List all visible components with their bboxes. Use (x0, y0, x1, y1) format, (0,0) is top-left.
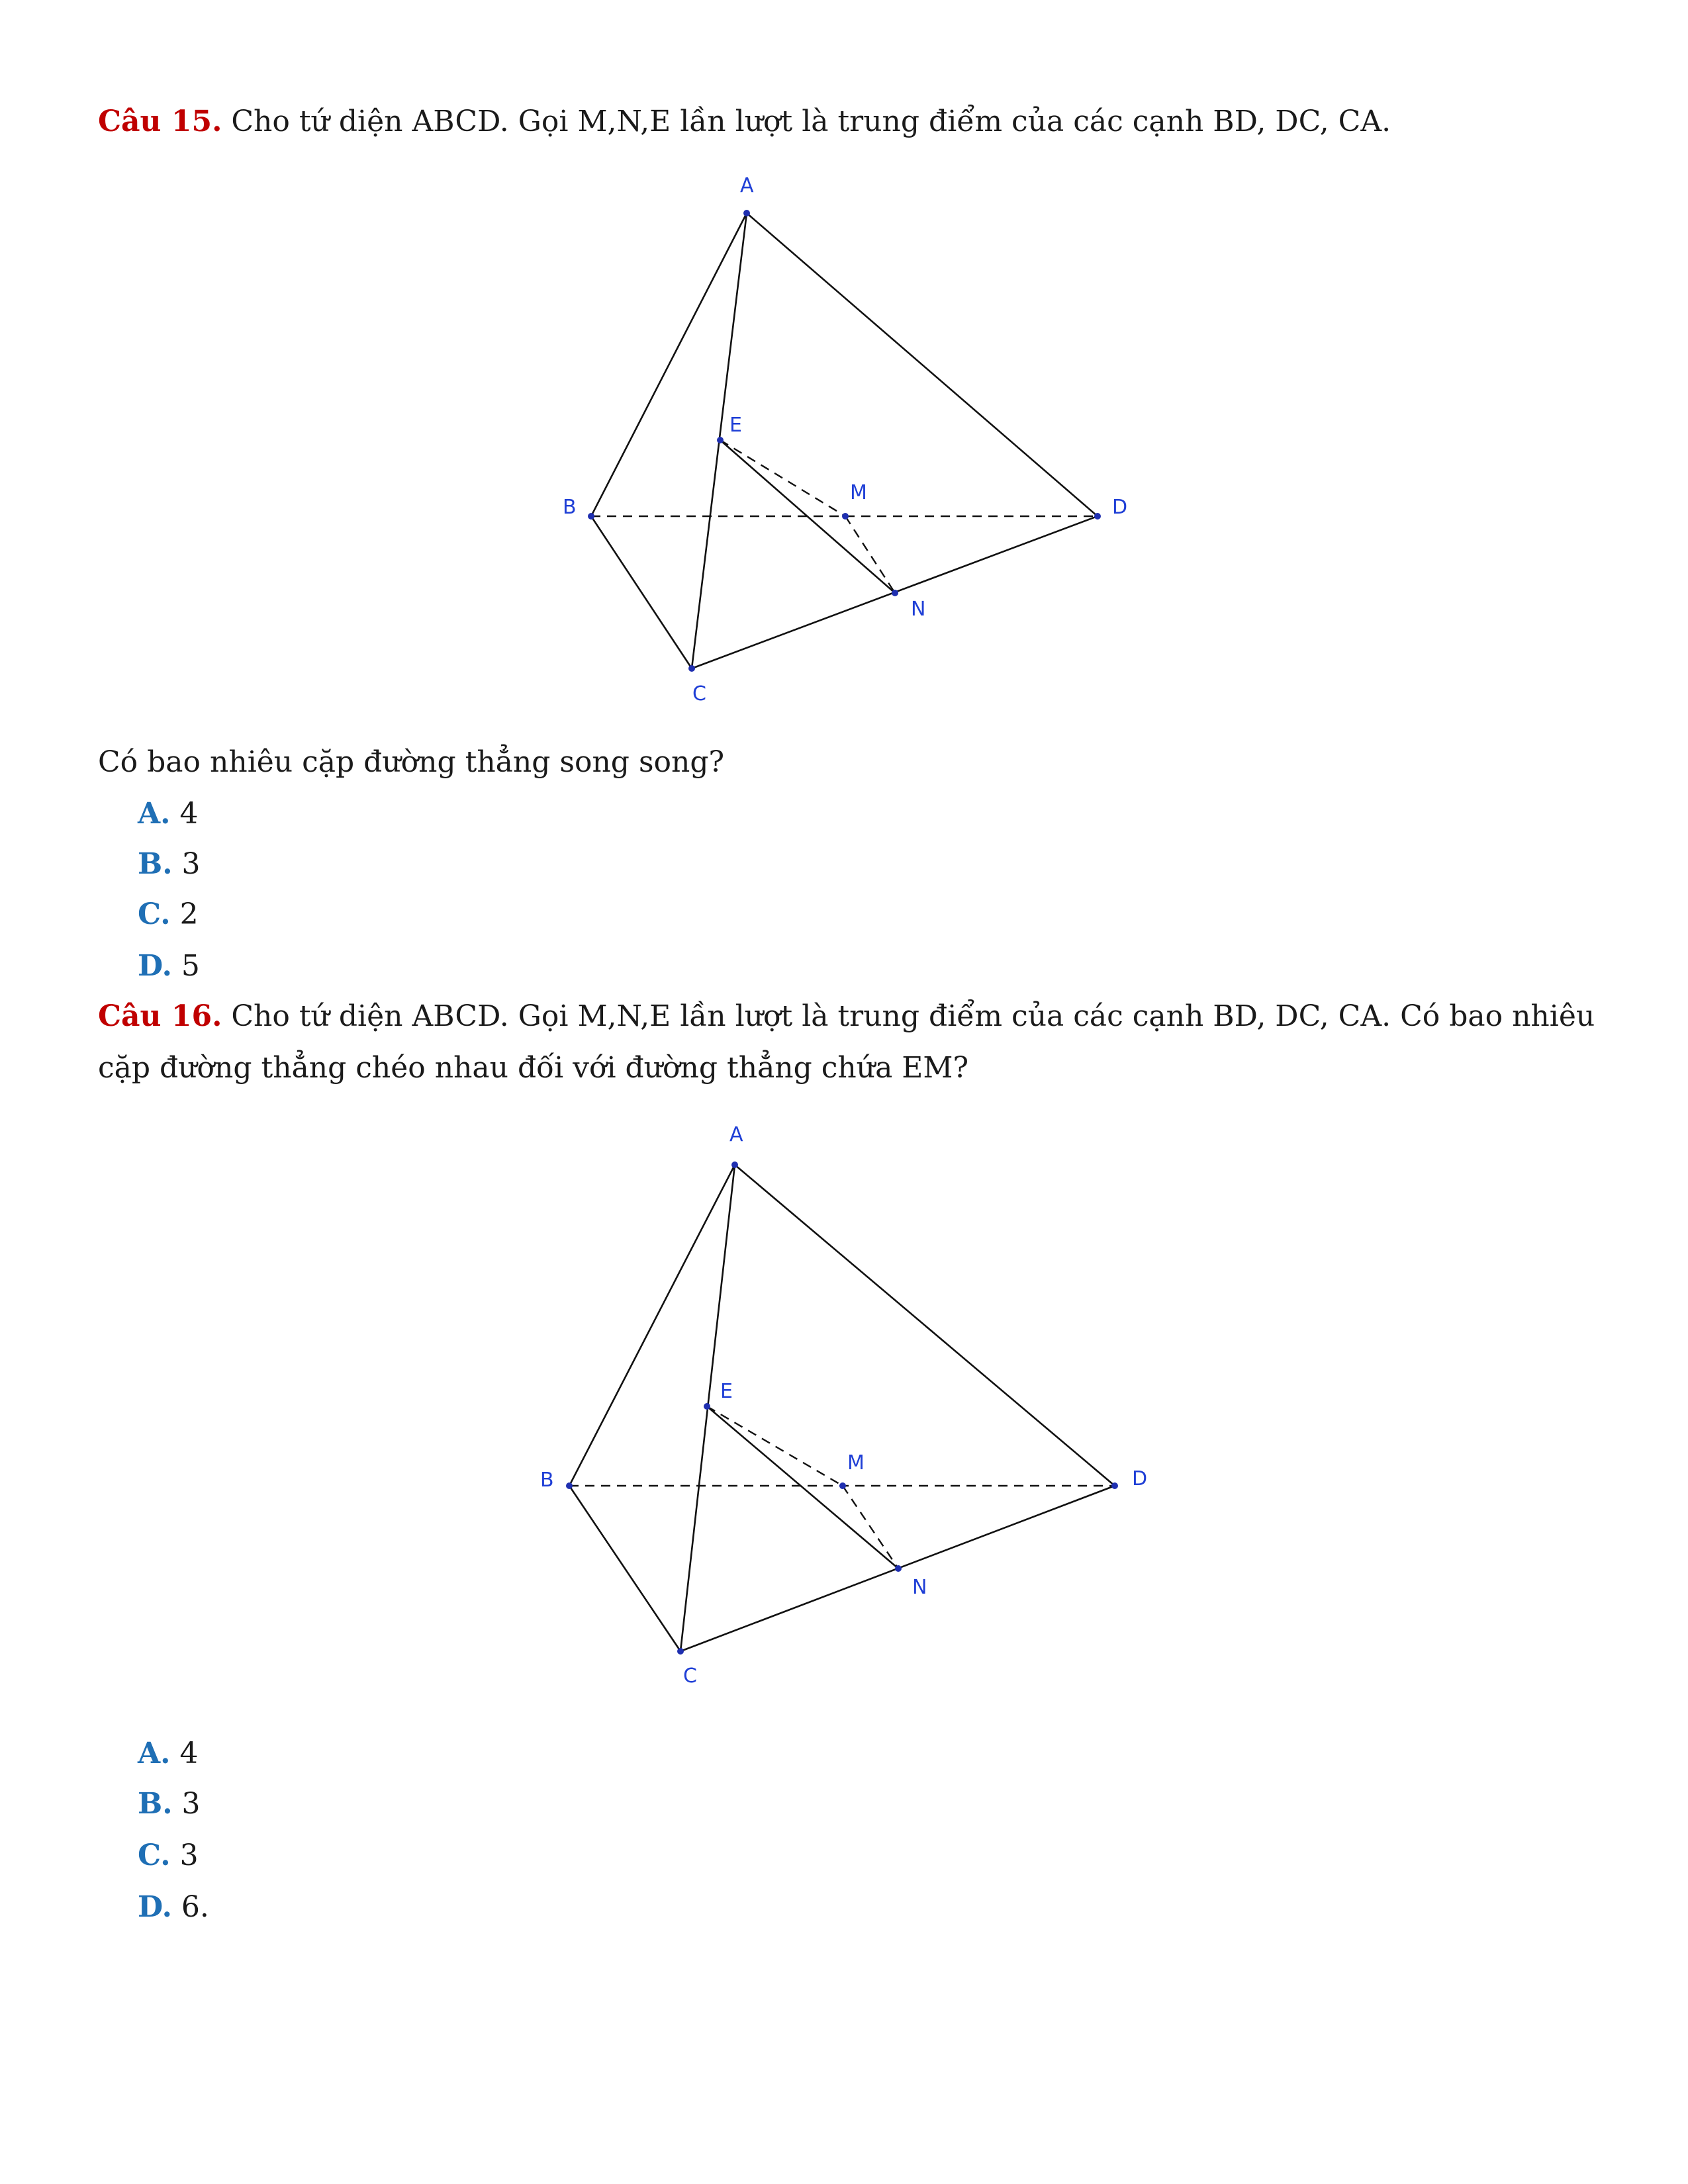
q15-label-m: M (850, 481, 867, 504)
q16-point-a (731, 1161, 738, 1168)
q15-segment-em (720, 440, 845, 516)
q15-point-d (1094, 513, 1101, 520)
q16-option-a-value: 4 (179, 1737, 199, 1770)
q15-option-a-label: A. (138, 797, 171, 831)
q16-edge-ab (569, 1165, 735, 1486)
q16-edge-ad (735, 1165, 1115, 1486)
q16-label-c: C (683, 1664, 697, 1688)
q16-option-a[interactable] (138, 1735, 198, 1772)
q15-question: Có bao nhiêu cặp đường thẳng song song? (98, 745, 725, 779)
q15-point-c (688, 665, 695, 672)
q15-option-d[interactable] (138, 948, 200, 985)
q16-label: Câu 16. (98, 999, 222, 1033)
q16-option-d-label: D. (138, 1890, 172, 1924)
q15-label-e: E (729, 414, 742, 437)
q15-option-a-value: 4 (179, 797, 199, 831)
q15-segment-mn (845, 516, 895, 593)
q16-option-d[interactable] (138, 1889, 209, 1926)
q15-label-b: B (563, 496, 577, 519)
q15-option-d-value: 5 (181, 949, 200, 983)
q16-label-d: D (1132, 1467, 1148, 1490)
q15-option-a[interactable] (138, 796, 198, 833)
q15-statement (98, 103, 1391, 140)
q15-figure (543, 165, 1178, 721)
q16-option-c-value: 3 (179, 1839, 199, 1872)
q16-option-c-label: C. (138, 1839, 171, 1872)
q16-label-m: M (847, 1451, 865, 1475)
q16-option-b-value: 3 (181, 1787, 201, 1821)
q15-edge-ad (747, 213, 1098, 516)
q15-option-b-label: B. (138, 847, 173, 881)
q16-option-a-label: A. (138, 1737, 171, 1770)
q16-point-d (1111, 1482, 1118, 1489)
q16-option-b-label: B. (138, 1787, 173, 1821)
q15-text: Cho tứ diện ABCD. Gọi M,N,E lần lượt là trung điểm của các cạnh BD, DC, CA. (231, 105, 1391, 138)
q15-edge-ab (591, 213, 747, 516)
q15-option-c-label: C. (138, 897, 171, 931)
q16-segment-en (707, 1406, 898, 1569)
q16-segment-mn (843, 1486, 898, 1569)
q15-option-d-label: D. (138, 949, 172, 983)
q15-point-b (588, 513, 594, 520)
q16-text-line1: Cho tứ diện ABCD. Gọi M,N,E lần lượt là trung điểm của các cạnh BD, DC, CA. Có bao nhiêu (231, 999, 1595, 1033)
q16-label-a: A (729, 1123, 743, 1146)
q15-point-a (743, 210, 750, 216)
q16-option-d-value: 6. (181, 1890, 209, 1924)
q15-option-b-value: 3 (181, 847, 201, 881)
q16-statement-line1 (98, 998, 1595, 1035)
q15-label-n: N (911, 598, 926, 621)
q15-label-d: D (1112, 496, 1128, 519)
q16-label-b: B (540, 1469, 554, 1492)
q16-point-m (839, 1482, 846, 1489)
q15-point-m (842, 513, 849, 520)
q15-label: Câu 15. (98, 105, 222, 138)
q16-point-e (704, 1403, 710, 1410)
q16-segment-em (707, 1406, 843, 1486)
q15-edge-bc (591, 516, 692, 668)
q16-point-b (566, 1482, 573, 1489)
q16-option-c[interactable] (138, 1837, 199, 1874)
q16-option-b[interactable] (138, 1786, 201, 1823)
q15-option-b[interactable] (138, 846, 201, 883)
q15-option-c[interactable] (138, 896, 199, 933)
q16-label-n: N (912, 1576, 927, 1599)
q15-point-e (717, 437, 724, 443)
q16-figure (530, 1112, 1192, 1694)
q16-statement-line2: cặp đường thẳng chéo nhau đối với đường thẳng chứa EM? (98, 1051, 969, 1085)
q16-point-c (677, 1648, 684, 1655)
q16-label-e: E (720, 1380, 733, 1403)
q15-label-a: A (740, 174, 754, 197)
q15-option-c-value: 2 (179, 897, 199, 931)
q15-label-c: C (692, 682, 706, 705)
q16-point-n (895, 1565, 902, 1572)
q16-edge-bc (569, 1486, 680, 1651)
q15-point-n (892, 590, 898, 596)
